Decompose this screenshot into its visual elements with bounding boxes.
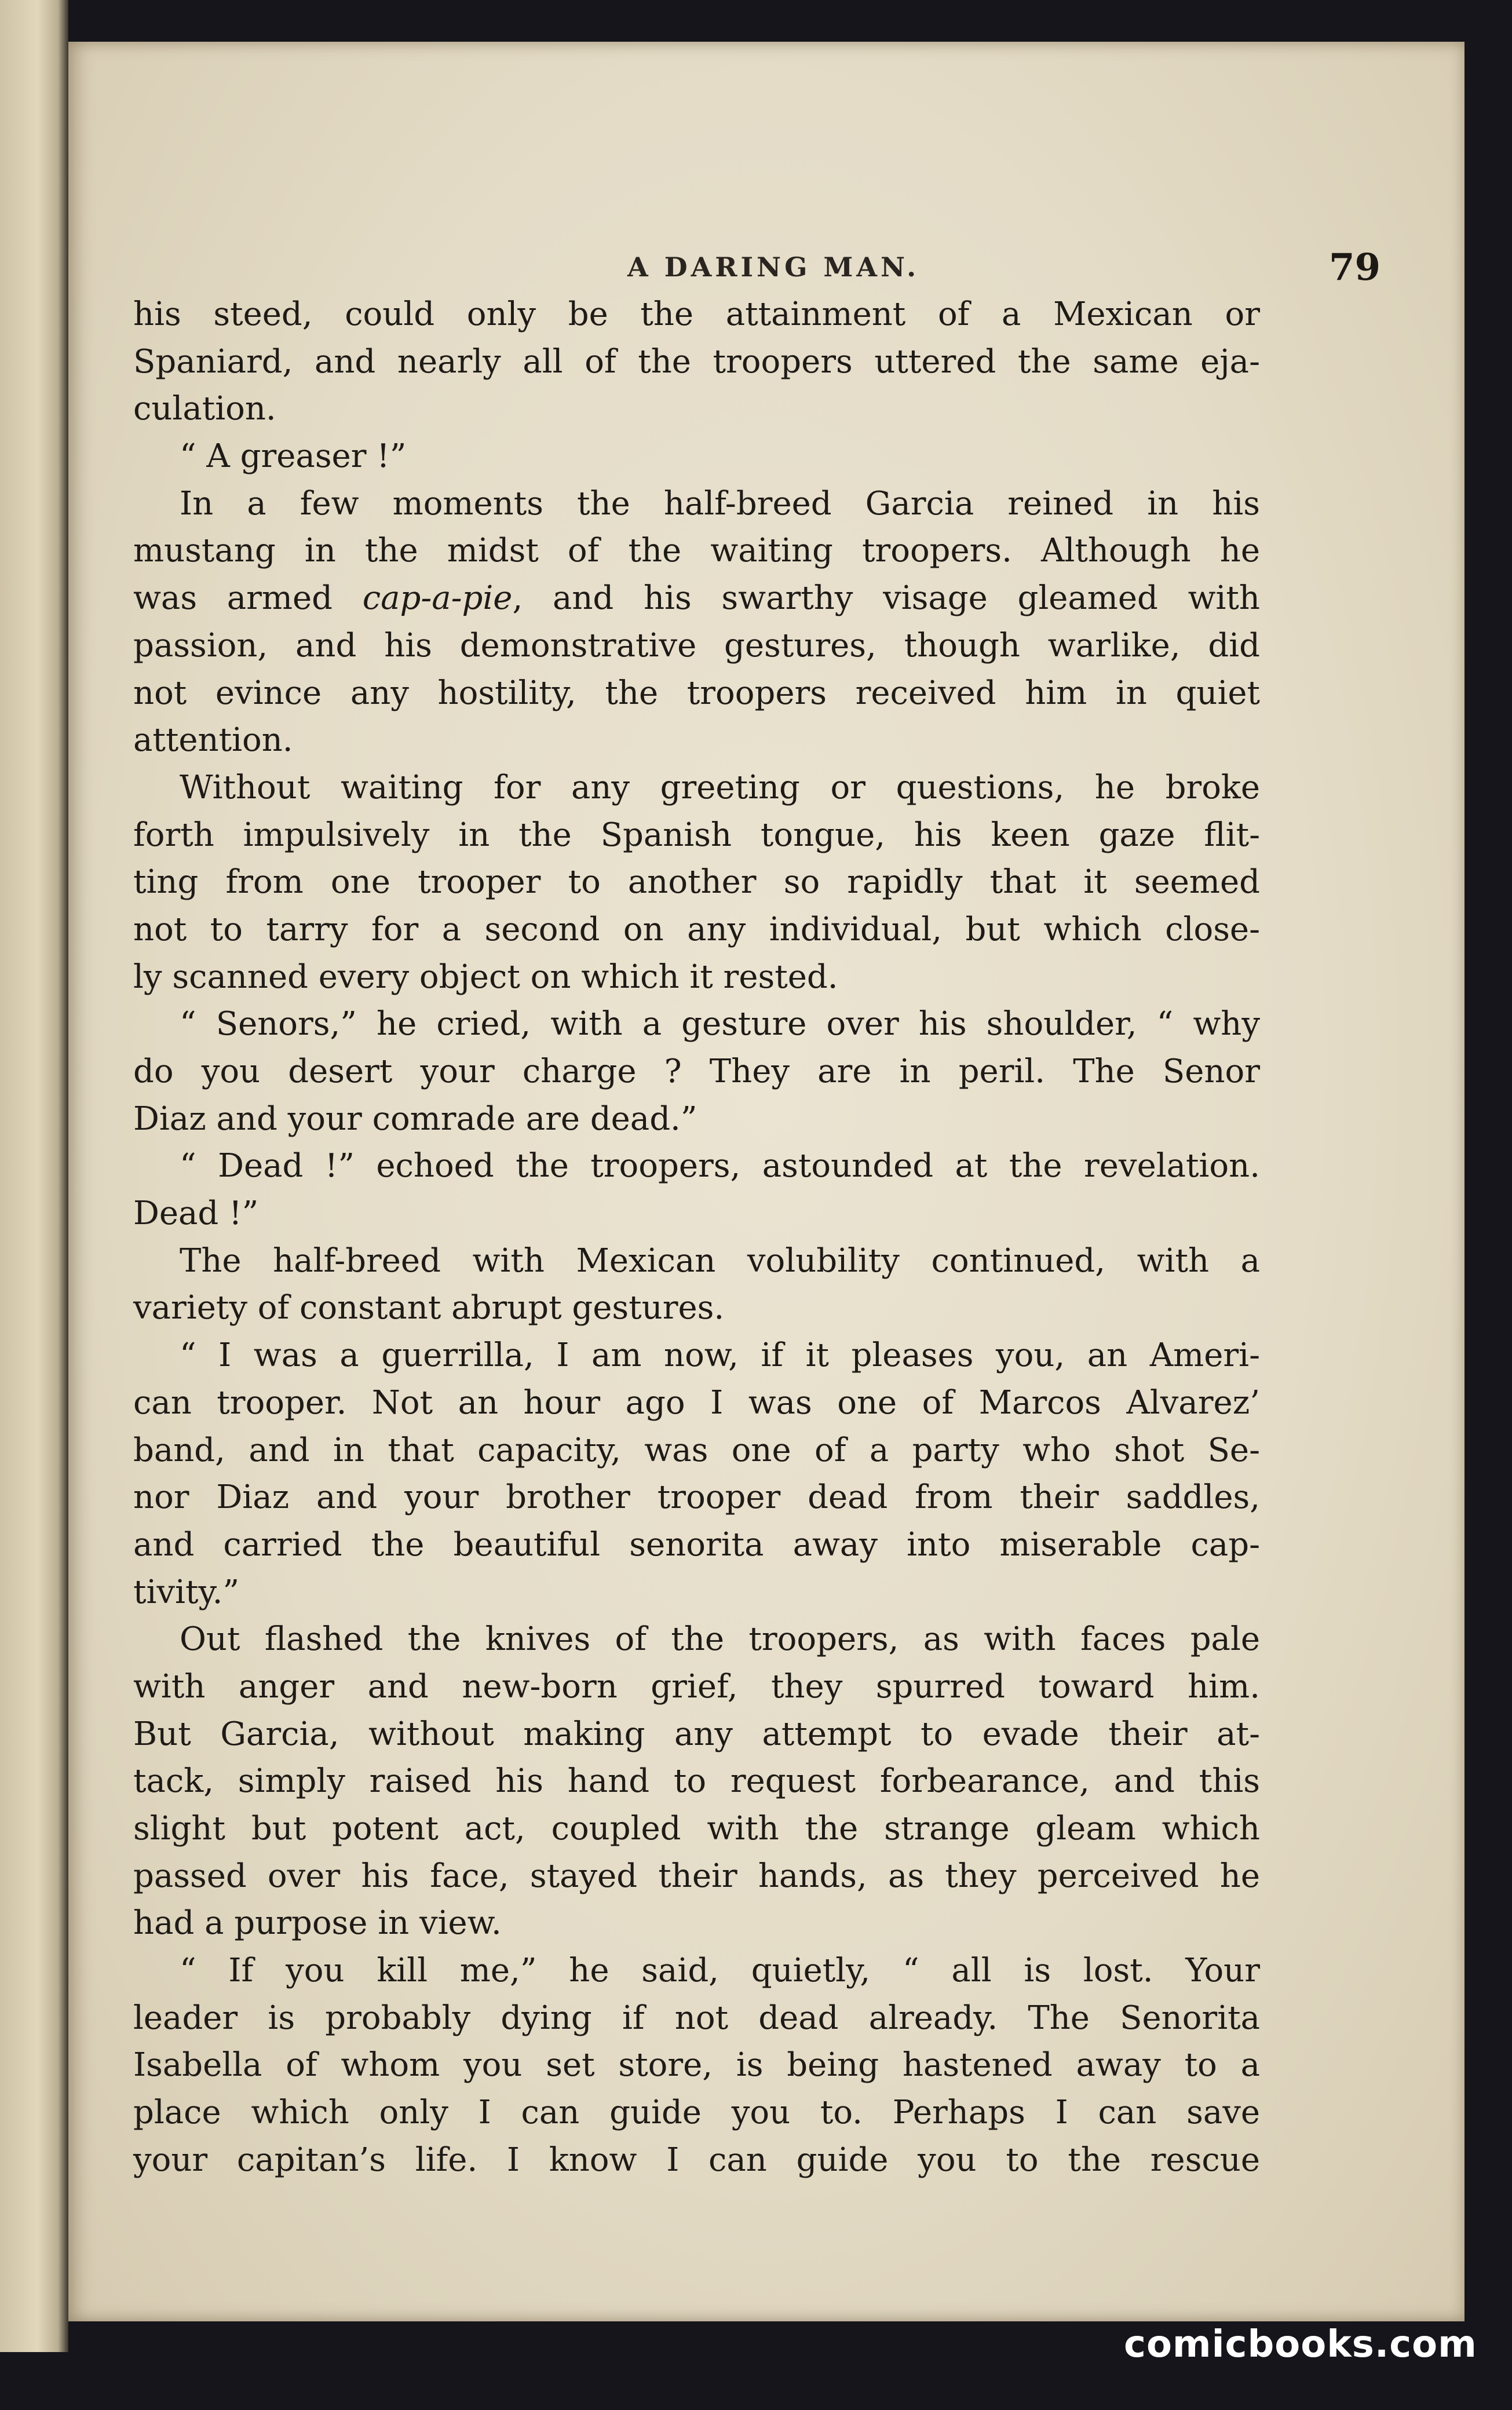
text-line: “ Dead !” echoed the troopers, astounded at the revelation.	[180, 1147, 1260, 1185]
text-line: forth impulsively in the Spanish tongue, his keen gaze flit-	[133, 816, 1260, 854]
text-line: “ I was a guerrilla, I am now, if it pleases you, an Ameri-	[180, 1337, 1260, 1375]
text-line: Spaniard, and nearly all of the troopers uttered the same eja-	[133, 342, 1260, 381]
text-line: mustang in the midst of the waiting troopers. Although he	[133, 532, 1260, 570]
text-line: “ Senors,” he cried, with a gesture over his shoulder, “ why	[180, 1005, 1260, 1043]
text-line: ly scanned every object on which it rested.	[133, 958, 838, 996]
text-line: tack, simply raised his hand to request forbearance, and this	[133, 1762, 1260, 1801]
text-line: culation.	[133, 390, 276, 428]
text-line: ting from one trooper to another so rapidly that it seemed	[133, 863, 1260, 901]
text-line: not evince any hostility, the troopers received him in quiet	[133, 674, 1260, 712]
text-line: do you desert your charge ? They are in peril. The Senor	[133, 1053, 1260, 1090]
text-line: Dead !”	[133, 1195, 259, 1233]
text-line: was armed cap-a-pie, and his swarthy visage gleamed with	[133, 579, 1260, 618]
text-line: had a purpose in view.	[133, 1904, 502, 1942]
text-line: “ A greaser !”	[180, 437, 407, 476]
text-line: Without waiting for any greeting or questions, he broke	[180, 768, 1260, 806]
text-line: nor Diaz and your brother trooper dead from their saddles,	[133, 1478, 1260, 1517]
text-line: leader is probably dying if not dead already. The Senorita	[133, 1999, 1260, 2037]
text-line: Out flashed the knives of the troopers, as with faces pale	[180, 1620, 1260, 1659]
text-line: But Garcia, without making any attempt to evade their at-	[133, 1715, 1260, 1753]
text-line: can trooper. Not an hour ago I was one of Marcos Alvarez’	[133, 1383, 1260, 1422]
running-title: A DARING MAN.	[627, 251, 920, 283]
text-line: not to tarry for a second on any individual, but which close-	[133, 910, 1260, 948]
text-line: with anger and new-born grief, they spurred toward him.	[133, 1667, 1260, 1706]
text-line: your capitan’s life. I know I can guide you to the rescue	[133, 2141, 1260, 2179]
text-line: Diaz and your comrade are dead.”	[133, 1100, 697, 1138]
text-line: passed over his face, stayed their hands, as they perceived he	[133, 1857, 1260, 1895]
text-line: slight but potent act, coupled with the strange gleam which	[133, 1810, 1260, 1847]
text-line: attention.	[133, 721, 293, 759]
body-text	[133, 291, 1260, 2184]
text-line: and carried the beautiful senorita away into miserable cap-	[133, 1525, 1260, 1564]
page-number: 79	[1328, 246, 1380, 289]
text-line: In a few moments the half-breed Garcia reined in his	[180, 484, 1260, 523]
text-line: The half-breed with Mexican volubility continued, with a	[180, 1241, 1260, 1280]
text-line: place which only I can guide you to. Perhaps I can save	[133, 2094, 1260, 2132]
previous-page-edge	[0, 0, 68, 2352]
text-line: his steed, could only be the attainment of a Mexican or	[133, 295, 1260, 333]
text-line: band, and in that capacity, was one of a party who shot Se-	[133, 1431, 1260, 1469]
text-line: passion, and his demonstrative gestures, though warlike, did	[133, 626, 1260, 664]
text-line: variety of constant abrupt gestures.	[133, 1289, 725, 1327]
text-line: “ If you kill me,” he said, quietly, “ all is lost. Your	[180, 1952, 1260, 1990]
text-line: tivity.”	[133, 1573, 240, 1611]
watermark-text: comicbooks.com	[1124, 2323, 1477, 2366]
text-line: Isabella of whom you set store, is being hastened away to a	[133, 2046, 1260, 2084]
